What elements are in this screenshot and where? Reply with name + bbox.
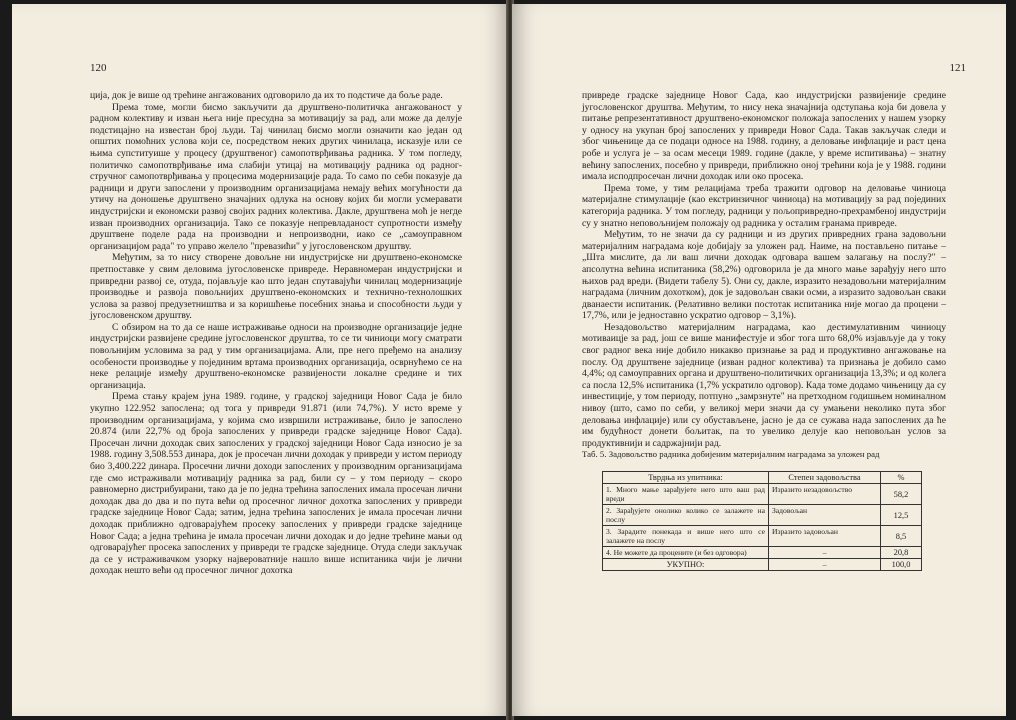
paragraph: Према томе, у тим релацијама треба тражити одговор на деловање чиниоца материјалне стимулације (као екстринзичног чиниоца) на мотивацију за рад појединих категорија радника. У том погледу, радници у пољопривредно-прехрамбеној индустрији су у знатно неповољнијем положају од радника у осталим гранама привреде. [582,182,946,229]
right-body-text [582,90,946,571]
table-cell: 8,5 [881,526,922,547]
table-cell: 20,8 [881,547,922,559]
paragraph: Према томе, могли бисмо закључити да друштвено-политичка ангажованост у радном колективу и изван њега није пресудна за мотивацију за рад, али може да делује подстицајно на известан број људи. Тај чинилац бисмо могли означити као један од општих помоћних услова који се, посредством неких других чинилаца, исказује или се њима супституише у процесу (друштвеног) самопотврђивања радника. У том погледу, политичко самопотврђивање има слабији утицај на мотивацију радника од радног-стручног самопотврђивања у процесима модернизације рада. То само по себи показује да радници и други запослени у производним организацијама немају већих могућности да утичу на доношење друштвено значајних одлука на основу којих би могли усмеравати индустријски и економски развој својих радних колектива. Дакле, друштвена моћ је негде изван производних организација. Тако се показује непревладаност супротности између друштвене поделе рада на производни и непроизводни, иако се „самоуправном организацијом рада" то управо желело "превазићи" у југословенском друштву. [90,101,462,252]
table-cell: 100,0 [881,559,922,571]
table-row [603,526,922,547]
table-header: Степен задовољства [769,472,881,484]
table-cell: 4. Не можете да процените (и без одговора) [603,547,769,559]
table-cell: Изразито незадовољство [769,484,881,505]
table-cell: Задовољан [769,505,881,526]
page-number: 120 [90,62,107,74]
table-header-row [603,472,922,484]
table-row [603,484,922,505]
table-cell: УКУПНО: [603,559,769,571]
right-page [512,4,1006,716]
paragraph: С обзиром на то да се наше истраживање односи на производне организације једне индустријски развијене средине југословенског друштва, то се ти чиниоци могу сматрати повољнијим условима за рад у тим организацијама. Али, пре него пређемо на анализу особености производње у појединим вртама производних организација, осврнућемо се на неке релације између друштвено-економске развијености локалне средине и тих организација. [90,321,462,391]
table-cell: Изразито задовољан [769,526,881,547]
table-row [603,547,922,559]
paragraph: Међутим, то не значи да су радници и из других привредних грана задовољни материјалним наградама које добијају за уложен рад. Наиме, на постављено питање – „Шта мислите, да ли ваш лични доходак одговара вашем залагању на послу?" – апсолутна већина испитаника (58,2%) одговорила је да много мање зарађују него што њихов рад вреди. (Видети табелу 5). Они су, дакле, изразито незадовољни материјалним наградама (личним дохотком), док је задовољан сваки осми, а изразито задовољан сваки дванаести испитаник. (Релативно велики постотак испитаника није могао да процени – 17,7%, или је једноставно ускратио одговор – 3,1%). [582,229,946,322]
paragraph: привреде градске заједнице Новог Сада, као индустријски развијеније средине југословенског друштва. Међутим, то нису нека значајнија одступања која би довела у питање репрезентативност друштвено-економског положаја запослених у нашем узорку у односу на укупан број запослених у привреди Новог Сада. Такав закључак следи и због чињенице да се подаци односе на 1988. годину, а деловање инфлације и раст цена робе и услуга је – за осам месеци 1989. године (дакле, у време испитивања) – знатну већину запослених, посебно у привреди, приближно оној трећини која је у 1988. години имала исподпросечан лични доходак или око просека. [582,90,946,183]
paragraph: Незадовољство материјалним наградама, као дестимулативним чиниоцу мотиваицје за рад, још се више манифестује и због тога што 68,0% изјављује да у току свог радног века није добило никакво признање за рад и продуктивно ангажовање на послу. Од друштвене заједнице (изван радног колектива) та признања је добило само 4,4%; од самоуправних органа и друштвено-политичких организација 13,3%; и од колега са посла 12,5% испитаника (1,7% ускратило одговор). Када томе додамо чињеницу да су инвестиције, у том периоду, потпуно „замрзнуте" на претходном годишњем номиналном нивоу (што, само по себи, у великој мери значи да су умањени неколико пута због деловања инфлације) или су обустављене, јасно је да се сужава нада запослених да ће им будућност донети бољитак, па то увелико делује као неповољан услов за продуктивнији и садржајнији рад. [582,321,946,449]
table-cell: 58,2 [881,484,922,505]
table-cell: 12,5 [881,505,922,526]
table-cell: – [769,547,881,559]
table-header: % [881,472,922,484]
table-row [603,505,922,526]
paragraph: Међутим, за то нису створене довољне ни индустријске ни друштвено-економске претпоставке у свим деловима југословенске привреде. Неравномеран индустријски и привредни развој се, отуда, појављује као што један спутавајући чинилац модернизације производње и развоја повољнијих друштвено-економских и технично-технолошких услова за развој предузетништва и за коришћење посебних знања и способности људи у југословенском друштву. [90,252,462,322]
table-cell: – [769,559,881,571]
table-total-row [603,559,922,571]
left-body-text [90,90,462,577]
paragraph: Према стању крајем јуна 1989. године, у градској заједници Новог Сада је било укупно 122.952 запослена; од тога у привреди 91.871 (или 74,7%). У исто време у производним организацијама, у којима смо извршили истраживање, било је запослено 20.874 (или 22,7% од броја запослених у привреди градске заједнице Новог Сада). Просечан лични доходак свих запослених у градској заједници Новог Сада износио је за 1988. годину 3,508.553 динара, док је просечан лични доходак у привреди у истом периоду био 3,400.222 динара. Просечни лични доходи запослених у производним организацијама где смо истраживали мотивацију радника за рад, били су – у том периоду – скоро равномерно дистрибуирани, тако да је по једна трећина запослених имала просечан лични доходак два до два и по пута већи од просечног личног дохотка запослених у привреди градске заједнице Новог Сада; затим, једна трећина запослених је имала просечан лични доходак приближно одговарајућем просеку запослених у привреди градске заједнице Новог Сада; а једна трећина је имала просечан лични доходак и до једне трећине мањи од одговарајућег просека запослених у привреди те градске заједнице. Отуда следи закључак да се у истраживачком узорку највероватније нашло више испитаника чији је лични доходак нешто већи од просечног личног дохотка [90,391,463,577]
table-cell: 1. Много мање зарађујете него што ваш рад вреди [603,484,769,505]
page-number: 121 [949,62,966,74]
table-cell: 2. Зарађујете онолико колико се залажете на послу [603,505,769,526]
satisfaction-table [602,471,922,571]
table-caption: Таб. 5. Задовољство радника добијеним материјалним наградама за уложен рад [582,449,880,460]
table-header: Тврдња из упитника: [603,472,769,484]
table-cell: 3. Зарадите понекада и више него што се залажете на послу [603,526,769,547]
paragraph: ција, док је више од трећине ангажованих одговорило да их то подстиче да боље раде. [90,90,443,101]
left-page [12,4,508,716]
